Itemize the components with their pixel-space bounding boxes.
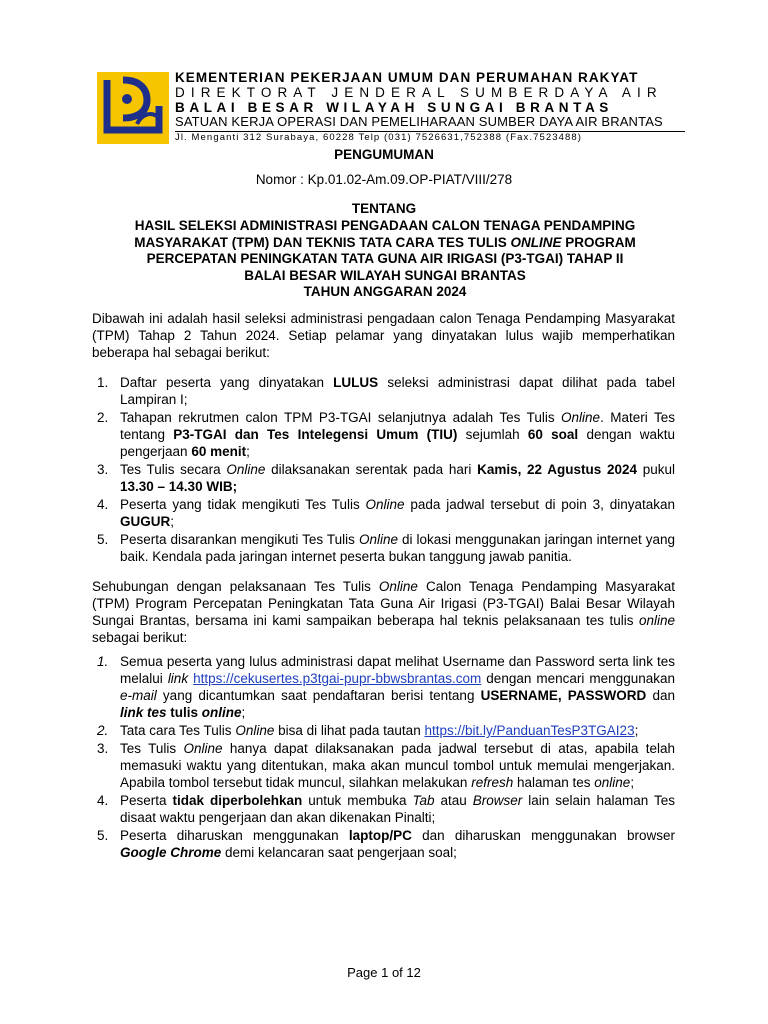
text: Peserta diharuskan menggunakan [120, 828, 349, 843]
text: ; [246, 444, 250, 459]
list-item [92, 792, 675, 826]
letterhead [175, 70, 687, 144]
subject-online: ONLINE [510, 234, 562, 250]
list-item [92, 496, 675, 530]
text: Tata cara Tes Tulis [120, 723, 236, 738]
page-number: Page 1 of 12 [347, 965, 421, 980]
text: ; [170, 514, 175, 529]
list-number: 2. [97, 723, 109, 738]
text: dan [646, 688, 676, 703]
text: Calon Tenaga Pendamping Masyarakat (TPM) Program Percepatan Peningkatan Tata Guna Air Irigasi (P3-TGAI) Balai Besar Wilayah Sungai Brantas, bersama ini kami sampaikan beberapa hal teknis pelaksanaan tes tulis [92, 579, 675, 628]
list-item [92, 722, 675, 739]
text: dengan waktu pengerjaan [120, 427, 676, 459]
text: ; [634, 723, 639, 738]
list-item [92, 409, 675, 460]
subject-line [90, 235, 680, 252]
text: dilaksanakan serentak pada hari [265, 462, 478, 477]
list-number: 3. [97, 741, 109, 756]
list-item [92, 531, 675, 565]
text: pukul [637, 462, 675, 477]
text-bold-italic: link tes [120, 705, 167, 720]
text-italic: Online [365, 497, 405, 512]
pupr-logo [97, 72, 169, 144]
text-italic: link [167, 671, 189, 686]
text-italic: Browser [472, 793, 523, 808]
text: Daftar peserta yang dinyatakan [120, 375, 334, 390]
text: Tahapan rekrutmen calon TPM P3-TGAI selanjutnya adalah Tes Tulis [120, 410, 562, 425]
document-number: Nomor : Kp.01.02-Am.09.OP-PIAT/VIII/278 [255, 172, 513, 187]
text-bold: 60 soal [527, 427, 579, 442]
text-bold: tidak diperbolehkan [172, 793, 303, 808]
text: Tes Tulis secara [120, 462, 227, 477]
text: ; [630, 775, 635, 790]
text-bold: USERNAME, PASSWORD [480, 688, 647, 703]
text-italic: Tab [412, 793, 435, 808]
text: hanya dapat dilaksanakan pada jadwal tersebut di atas, apabila telah memasuki waktu yang ditentukan, maka akan muncul tombol untuk memulai mengerjakan. Apabila tombol tersebut tidak muncul, silahkan melakukan [120, 741, 675, 790]
text-bold: tulis [166, 705, 202, 720]
subject-line: BALAI BESAR WILAYAH SUNGAI BRANTAS [244, 267, 526, 283]
text-italic: online [638, 613, 675, 628]
text: lain selain halaman Tes disaat waktu pengerjaan dan akan dikenakan Pinalti; [120, 793, 675, 825]
text: Tes Tulis [120, 741, 184, 756]
list-item [92, 374, 675, 408]
subject-line: PERCEPATAN PENINGKATAN TATA GUNA AIR IRIGASI (P3-TGAI) TAHAP II [146, 251, 624, 266]
requirements-list [92, 374, 675, 566]
ministry-name: KEMENTERIAN PEKERJAAN UMUM DAN PERUMAHAN RAKYAT [175, 70, 639, 85]
list-item [92, 827, 675, 861]
text-bold: 60 menit [191, 444, 247, 459]
text: seleksi administrasi dapat dilihat pada tabel Lampiran I; [120, 375, 675, 407]
text: Peserta disarankan mengikuti Tes Tulis [120, 532, 359, 547]
technical-list [92, 653, 675, 862]
text: . Materi Tes tentang [120, 410, 675, 442]
cekusertes-link[interactable]: https://cekusertes.p3tgai-pupr-bbwsbrantas.com [193, 671, 482, 686]
list-number: 4. [97, 497, 109, 512]
text-bold: GUGUR [120, 514, 171, 529]
text-italic: Online [235, 723, 275, 738]
panduan-link[interactable]: https://bit.ly/PanduanTesP3TGAI23 [424, 723, 635, 738]
text-italic: Online [561, 410, 601, 425]
subject-text: MASYARAKAT (TPM) DAN TEKNIS TATA CARA TES TULIS [134, 234, 511, 250]
text: Sehubungan dengan pelaksanaan Tes Tulis [92, 579, 379, 594]
list-number: 1. [97, 654, 109, 669]
text-italic: e-mail [120, 688, 157, 703]
text-bold: laptop/PC [348, 828, 412, 843]
list-number: 5. [97, 532, 109, 547]
text-bold: 13.30 – 14.30 WIB; [120, 479, 238, 494]
text-bold: P3-TGAI dan Tes Intelegensi Umum (TIU) [173, 427, 458, 442]
text-italic: Online [378, 579, 418, 594]
directorate-name: DIREKTORAT JENDERAL SUMBERDAYA AIR [175, 85, 663, 100]
text: di lokasi menggunakan jaringan internet yang baik. Kendala pada jaringan internet peserta bukan tanggung jawab panitia. [120, 532, 676, 564]
text-italic: refresh [471, 775, 514, 790]
text-bold-italic: online [201, 705, 242, 720]
text: dengan mencari menggunakan [481, 671, 675, 686]
text: bisa di lihat pada tautan [274, 723, 425, 738]
text-bold: Kamis, 22 Agustus 2024 [477, 462, 638, 477]
text: dan diharuskan menggunakan browser [411, 828, 676, 843]
list-number: 5. [97, 828, 109, 843]
text: ; [241, 705, 246, 720]
text-italic: Online [226, 462, 266, 477]
text-bold-italic: Google Chrome [120, 845, 222, 860]
pupr-logo-graphic [97, 72, 169, 144]
list-item [92, 740, 675, 791]
text: Peserta [120, 793, 173, 808]
text: sebagai berikut: [92, 630, 188, 645]
document-tentang: TENTANG [351, 201, 417, 216]
unit-name: SATUAN KERJA OPERASI DAN PEMELIHARAAN SUMBER DAYA AIR BRANTAS [175, 114, 663, 129]
technical-paragraph [92, 578, 675, 646]
text: Semua peserta yang lulus administrasi dapat melihat Username dan Password serta link tes melalui [120, 654, 675, 686]
office-address: Jl. Menganti 312 Surabaya, 60228 Telp (031) 7526631,752388 (Fax.7523488) [175, 132, 583, 143]
list-item [92, 461, 675, 495]
text: yang dicantumkan saat pendaftaran berisi tentang [156, 688, 481, 703]
text: untuk membuka [302, 793, 413, 808]
text: pada jadwal tersebut di poin 3, dinyatakan [404, 497, 675, 512]
text: demi kelancaran saat pengerjaan soal; [221, 845, 457, 860]
text: sejumlah [457, 427, 528, 442]
list-number: 1. [97, 375, 109, 390]
subject-line: TAHUN ANGGARAN 2024 [303, 284, 467, 299]
office-name: BALAI BESAR WILAYAH SUNGAI BRANTAS [175, 100, 613, 115]
text-italic: Online [183, 741, 223, 756]
text: Peserta yang tidak mengikuti Tes Tulis [120, 497, 366, 512]
text-bold: LULUS [333, 375, 379, 390]
text-italic: online [594, 775, 631, 790]
document-subject [90, 218, 680, 301]
subject-text: PROGRAM [561, 234, 636, 250]
list-item [92, 653, 675, 721]
text-italic: Online [358, 532, 398, 547]
intro-paragraph: Dibawah ini adalah hasil seleksi administrasi pengadaan calon Tenaga Pendamping Masyarakat (TPM) Tahap 2 Tahun 2024. Setiap pelamar yang dinyatakan lulus wajib memperhatikan beberapa hal sebagai berikut: [92, 311, 675, 360]
document-title: PENGUMUMAN [334, 147, 434, 162]
list-number: 2. [97, 410, 109, 425]
list-number: 4. [97, 793, 109, 808]
text: halaman tes [513, 775, 595, 790]
subject-line: HASIL SELEKSI ADMINISTRASI PENGADAAN CALON TENAGA PENDAMPING [134, 218, 636, 233]
text: atau [434, 793, 473, 808]
list-number: 3. [97, 462, 109, 477]
